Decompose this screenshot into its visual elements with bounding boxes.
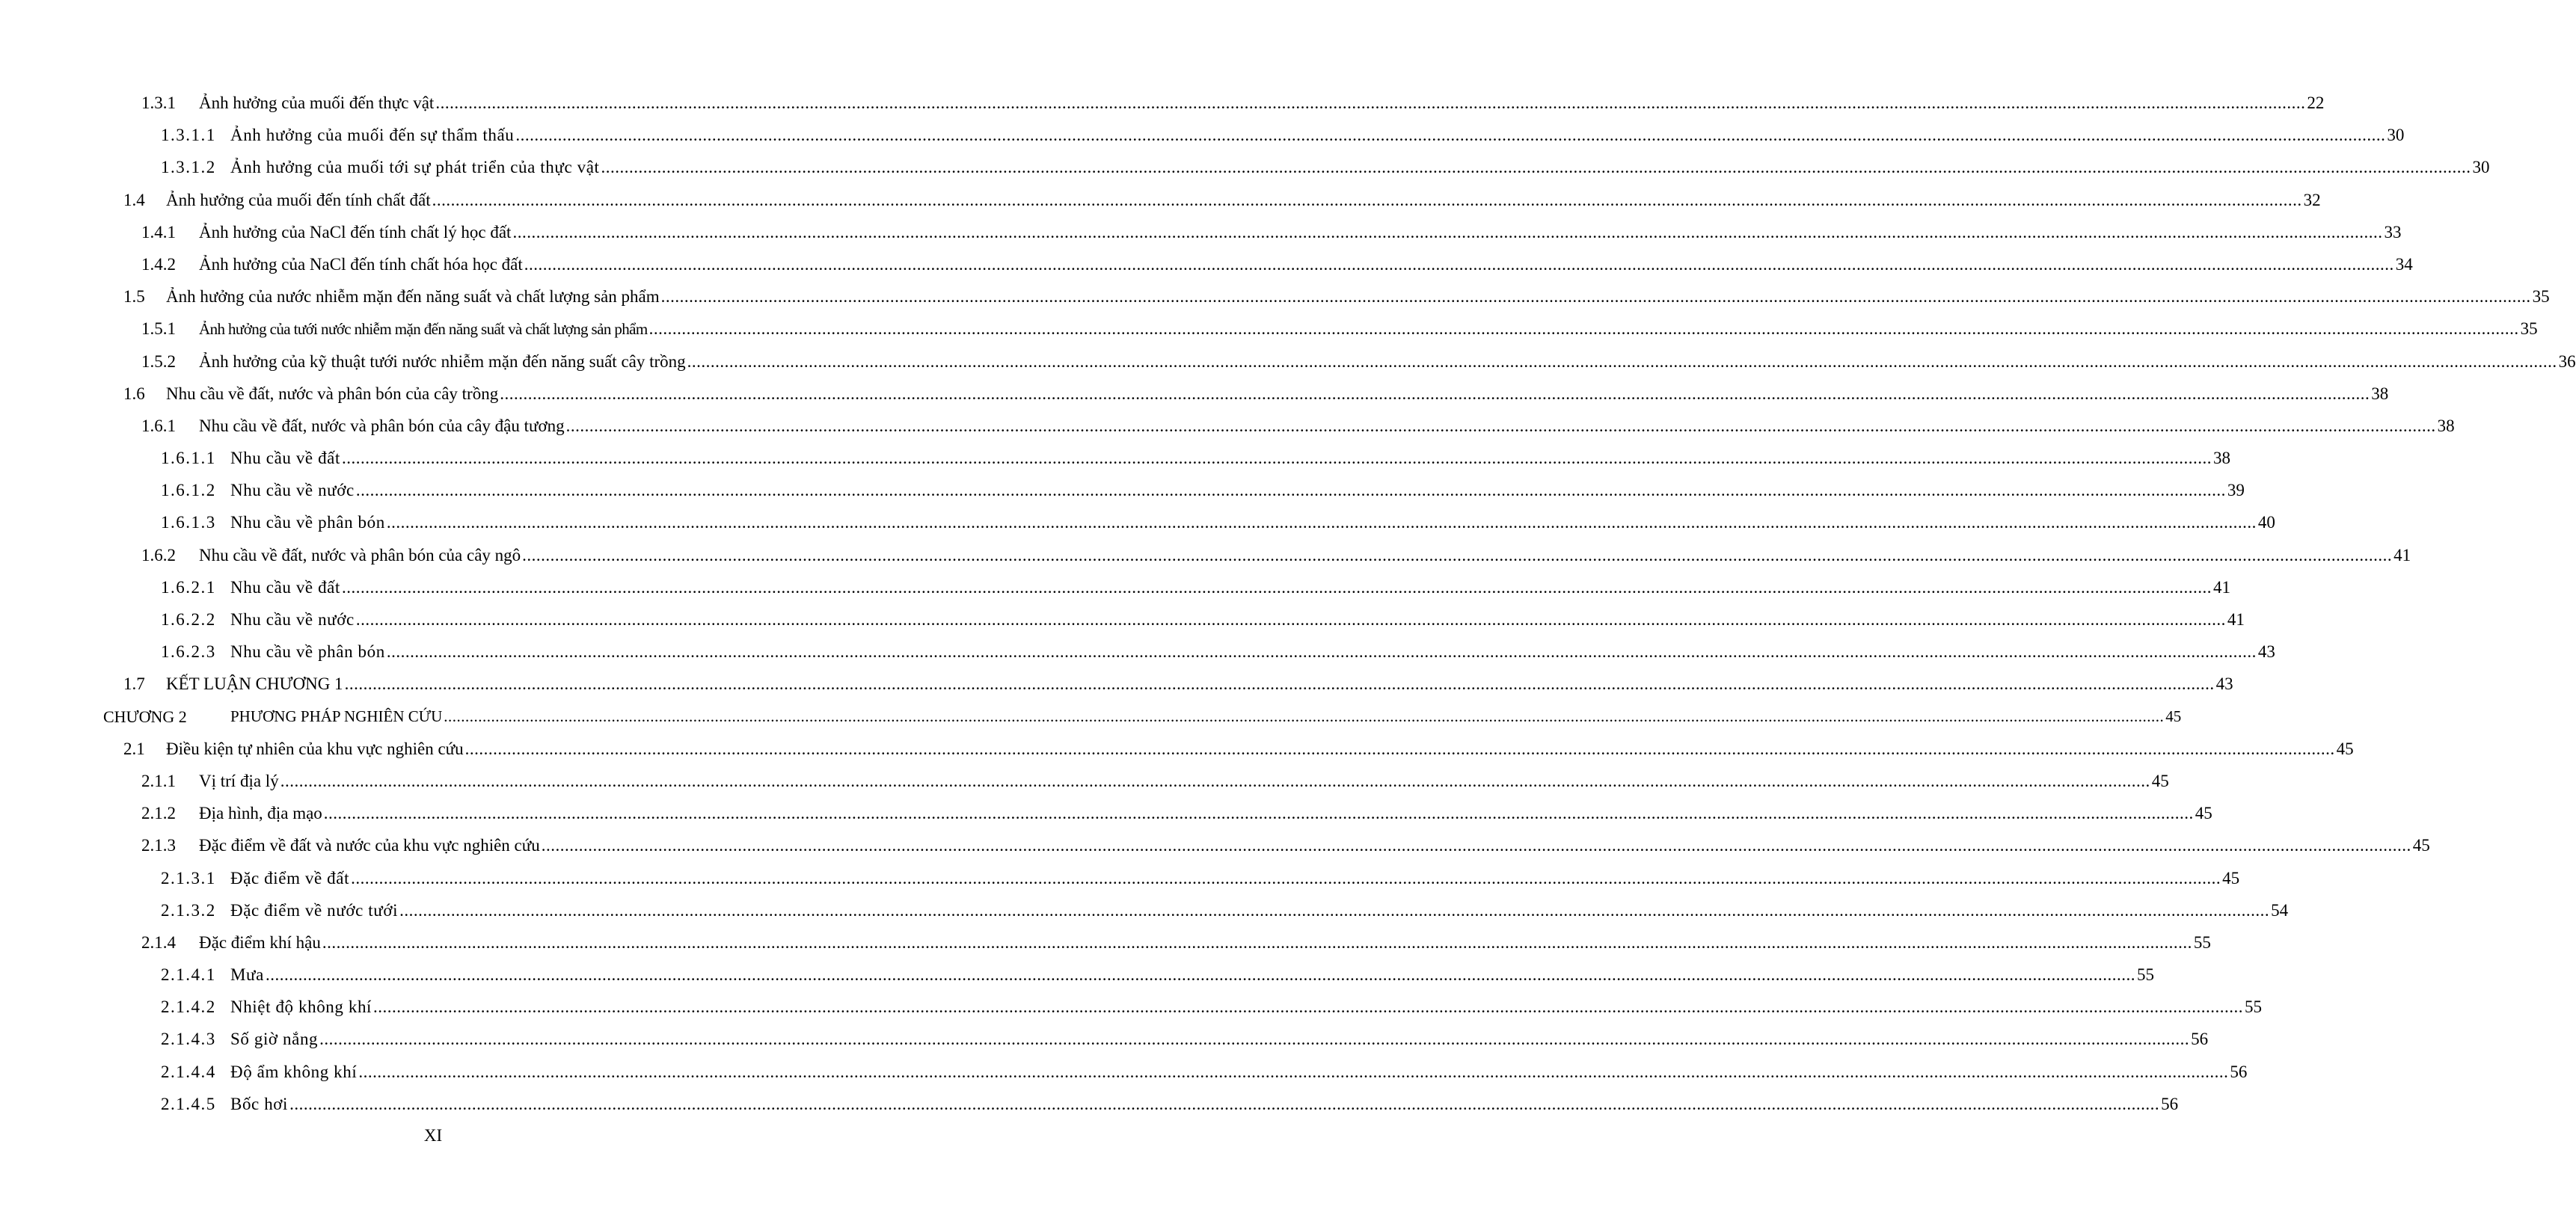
toc-entry-title: Mưa [230,965,264,985]
toc-dot-leader: ................................................................................................................................................................................................................................................................................................................................................................................................................ [358,1062,2229,1081]
toc-entry-page: 38 [2437,416,2455,435]
toc-entry-number: 1.6.1.3 [161,513,216,532]
toc-entry-line [166,733,2354,765]
toc-entry-line [199,410,2455,442]
toc-entry-title: Độ ẩm không khí [230,1062,358,1081]
table-of-contents [0,87,2576,1120]
toc-entry-page: 34 [2395,254,2413,274]
toc-dot-leader: ................................................................................................................................................................................................................................................................................................................................................................................................................ [522,545,2393,565]
toc-entry-number: 2.1.4.4 [161,1062,216,1081]
toc-entry-page: 56 [2161,1094,2179,1113]
toc-entry[interactable] [0,1056,2248,1088]
toc-entry-line [230,119,2405,151]
toc-entry[interactable] [0,151,2490,183]
toc-entry-number: 2.1.3 [141,836,176,855]
toc-entry-page: 55 [2245,997,2263,1017]
toc-entry-page: 22 [2307,93,2325,112]
toc-entry-line [199,926,2211,959]
toc-entry-title: Nhu cầu về đất [230,449,340,468]
toc-entry-line [230,1023,2209,1055]
toc-dot-leader: ................................................................................................................................................................................................................................................................................................................................................................................................................ [444,707,2165,725]
toc-entry-number: 1.4 [123,190,145,209]
toc-entry-number: 2.1.1 [141,771,176,790]
toc-entry-number: 1.6 [123,384,145,403]
toc-entry-number: 1.4.2 [141,254,176,274]
toc-entry-title: Đặc điểm về đất và nước của khu vực nghiên cứu [199,836,540,855]
toc-entry[interactable] [0,991,2263,1023]
toc-entry-page: 54 [2271,900,2289,920]
toc-dot-leader: ................................................................................................................................................................................................................................................................................................................................................................................................................ [524,254,2394,274]
toc-entry[interactable] [0,959,2154,991]
toc-entry-page: 45 [2222,868,2240,888]
toc-entry[interactable] [0,216,2402,248]
toc-dot-leader: ................................................................................................................................................................................................................................................................................................................................................................................................................ [322,932,2192,952]
toc-entry-line [199,216,2402,248]
toc-entry-number: 1.6.1.1 [161,449,216,468]
page-number-footer: XI [423,1126,443,1145]
toc-entry-number: CHƯƠNG 2 [103,707,187,726]
toc-dot-leader: ................................................................................................................................................................................................................................................................................................................................................................................................................ [386,642,2257,662]
toc-entry-line [230,959,2154,991]
toc-entry-page: 30 [2472,158,2490,177]
toc-dot-leader: ................................................................................................................................................................................................................................................................................................................................................................................................................ [319,1030,2190,1049]
toc-entry-number: 1.5.2 [141,351,176,371]
toc-entry[interactable] [0,894,2289,926]
toc-dot-leader: ................................................................................................................................................................................................................................................................................................................................................................................................................ [289,1094,2160,1113]
toc-entry-page: 35 [2520,319,2538,339]
toc-entry[interactable] [0,701,2182,733]
toc-entry-title: Đặc điểm khí hậu [199,932,321,952]
toc-entry-number: 2.1.3.2 [161,900,216,920]
toc-entry-title: Điều kiện tự nhiên của khu vực nghiên cứu [166,739,464,758]
toc-entry-number: 2.1.4.1 [161,965,216,985]
toc-entry-page: 45 [2165,707,2182,725]
toc-entry-page: 41 [2212,577,2230,597]
toc-entry-page: 45 [2412,836,2430,855]
toc-entry-title: Nhiệt độ không khí [230,997,372,1017]
toc-entry-title: KẾT LUẬN CHƯƠNG 1 [166,674,343,694]
toc-entry-line [230,1088,2179,1120]
toc-dot-leader: ................................................................................................................................................................................................................................................................................................................................................................................................................ [435,93,2306,112]
toc-entry-line [166,378,2389,410]
toc-entry-number: 1.7 [123,674,145,694]
toc-entry-number: 1.3.1.2 [161,158,216,177]
toc-entry-page: 45 [2151,771,2169,790]
toc-dot-leader: ................................................................................................................................................................................................................................................................................................................................................................................................................ [344,674,2215,694]
toc-entry-line [230,506,2275,538]
toc-entry[interactable] [0,829,2430,861]
toc-entry-title: Ảnh hưởng của NaCl đến tính chất lý học đất [199,222,512,242]
toc-entry[interactable] [0,603,2245,636]
toc-entry[interactable] [0,571,2230,603]
toc-entry-page: 41 [2227,610,2245,629]
toc-entry-page: 43 [2215,674,2233,694]
toc-entry-line [230,636,2275,668]
toc-entry-title: Nhu cầu về đất [230,577,340,597]
toc-entry-title: Ảnh hưởng của NaCl đến tính chất hóa học đất [199,254,523,274]
toc-entry-line [230,701,2182,733]
toc-entry-number: 1.6.2.2 [161,610,216,629]
toc-entry-number: 2.1.4.5 [161,1094,216,1113]
toc-entry-number: 1.6.2 [141,545,176,565]
toc-entry[interactable] [0,410,2455,442]
toc-entry[interactable] [0,539,2411,571]
toc-entry-number: 1.6.1.2 [161,481,216,500]
toc-entry-title: Ảnh hưởng của tưới nước nhiễm mặn đến năng suất và chất lượng sản phẩm [199,320,648,339]
toc-entry[interactable] [0,733,2354,765]
toc-dot-leader: ................................................................................................................................................................................................................................................................................................................................................................................................................ [355,481,2226,500]
toc-dot-leader: ................................................................................................................................................................................................................................................................................................................................................................................................................ [432,190,2302,209]
toc-dot-leader: ................................................................................................................................................................................................................................................................................................................................................................................................................ [323,804,2194,823]
toc-dot-leader: ................................................................................................................................................................................................................................................................................................................................................................................................................ [660,287,2531,307]
toc-entry-page: 30 [2387,126,2405,145]
toc-entry-line [230,571,2230,603]
toc-entry-title: Địa hình, địa mạo [199,804,322,823]
toc-entry-line [230,151,2490,183]
toc-entry-line [199,829,2430,861]
toc-dot-leader: ................................................................................................................................................................................................................................................................................................................................................................................................................ [515,126,2386,145]
toc-entry-title: Nhu cầu về nước [230,481,355,500]
toc-entry-line [199,313,2538,345]
toc-entry[interactable] [0,119,2405,151]
toc-entry-title: Ảnh hưởng của nước nhiễm mặn đến năng suất và chất lượng sản phẩm [166,287,660,307]
toc-entry-title: Nhu cầu về phân bón [230,513,385,532]
toc-entry-page: 45 [2195,804,2212,823]
toc-entry[interactable] [0,87,2325,119]
toc-entry[interactable] [0,442,2230,474]
toc-entry-title: Nhu cầu về đất, nước và phân bón của cây đậu tương [199,416,565,435]
toc-dot-leader: ................................................................................................................................................................................................................................................................................................................................................................................................................ [265,965,2135,985]
toc-entry-title: Số giờ nắng [230,1030,319,1049]
toc-entry[interactable] [0,636,2275,668]
toc-entry[interactable] [0,1023,2209,1055]
toc-entry-line [230,1056,2248,1088]
toc-dot-leader: ................................................................................................................................................................................................................................................................................................................................................................................................................ [355,610,2226,629]
toc-entry[interactable] [0,184,2321,216]
toc-entry-title: Ảnh hưởng của muối đến tính chất đất [166,190,431,209]
toc-entry-number: 1.5.1 [141,319,176,339]
toc-entry-number: 1.6.2.3 [161,642,216,662]
toc-entry[interactable] [0,862,2240,894]
toc-entry-page: 40 [2257,513,2275,532]
toc-entry[interactable] [0,474,2245,506]
toc-entry-page: 32 [2303,190,2321,209]
toc-entry-page: 33 [2384,222,2402,242]
toc-dot-leader: ................................................................................................................................................................................................................................................................................................................................................................................................................ [341,577,2212,597]
toc-dot-leader: ................................................................................................................................................................................................................................................................................................................................................................................................................ [464,739,2335,758]
toc-dot-leader: ................................................................................................................................................................................................................................................................................................................................................................................................................ [373,997,2244,1017]
toc-entry[interactable] [0,797,2212,829]
toc-entry-page: 41 [2393,545,2411,565]
toc-entry-line [230,991,2263,1023]
toc-dot-leader: ................................................................................................................................................................................................................................................................................................................................................................................................................ [565,416,2436,435]
toc-entry[interactable] [0,668,2233,700]
toc-entry-page: 56 [2191,1030,2209,1049]
toc-entry-title: Ảnh hưởng của kỹ thuật tưới nước nhiễm mặn đến năng suất cây trồng [199,351,686,371]
toc-dot-leader: ................................................................................................................................................................................................................................................................................................................................................................................................................ [601,158,2471,177]
toc-dot-leader: ................................................................................................................................................................................................................................................................................................................................................................................................................ [648,319,2519,339]
toc-entry-line [230,894,2289,926]
toc-entry-line [230,862,2240,894]
toc-entry-title: PHƯƠNG PHÁP NGHIÊN CỨU [230,707,443,725]
toc-entry-title: Ảnh hưởng của muối tới sự phát triển của thực vật [230,158,600,177]
toc-entry-page: 56 [2230,1062,2248,1081]
toc-entry-title: Ảnh hưởng của muối đến thực vật [199,93,435,112]
toc-entry-page: 39 [2227,481,2245,500]
toc-entry-number: 2.1.4.2 [161,997,216,1017]
toc-entry[interactable] [0,506,2275,538]
toc-entry-title: Bốc hơi [230,1094,289,1113]
toc-entry-title: Nhu cầu về phân bón [230,642,385,662]
toc-entry-title: Nhu cầu về đất, nước và phân bón của cây trồng [166,384,499,403]
toc-entry-page: 55 [2136,965,2154,985]
toc-entry-number: 2.1 [123,739,145,758]
toc-entry[interactable] [0,280,2550,313]
toc-entry-line [230,603,2245,636]
toc-entry-line [230,442,2230,474]
toc-entry-number: 1.4.1 [141,222,176,242]
toc-entry-page: 38 [2371,384,2389,403]
toc-entry-page: 55 [2193,932,2211,952]
toc-dot-leader: ................................................................................................................................................................................................................................................................................................................................................................................................................ [280,771,2150,790]
toc-entry[interactable] [0,378,2389,410]
toc-entry[interactable] [0,313,2538,345]
toc-entry-number: 1.3.1.1 [161,126,216,145]
toc-entry-number: 1.5 [123,287,145,307]
toc-dot-leader: ................................................................................................................................................................................................................................................................................................................................................................................................................ [687,351,2557,371]
toc-dot-leader: ................................................................................................................................................................................................................................................................................................................................................................................................................ [399,900,2270,920]
toc-entry-line [230,474,2245,506]
toc-entry-title: Nhu cầu về nước [230,610,355,629]
toc-entry-title: Đặc điểm về đất [230,868,350,888]
toc-dot-leader: ................................................................................................................................................................................................................................................................................................................................................................................................................ [351,868,2221,888]
toc-entry-page: 38 [2212,449,2230,468]
toc-entry-line [199,797,2212,829]
toc-entry-line [199,87,2325,119]
toc-entry-line [199,765,2169,797]
toc-entry-number: 1.3.1 [141,93,176,112]
toc-entry-title: Nhu cầu về đất, nước và phân bón của cây ngô [199,545,521,565]
toc-entry-line [199,248,2413,280]
toc-entry-line [199,345,2576,378]
toc-entry-number: 2.1.4 [141,932,176,952]
toc-dot-leader: ................................................................................................................................................................................................................................................................................................................................................................................................................ [541,836,2411,855]
toc-entry-line [199,539,2411,571]
toc-entry-page: 35 [2532,287,2550,307]
toc-entry-line [166,668,2233,700]
toc-entry-number: 1.6.1 [141,416,176,435]
toc-dot-leader: ................................................................................................................................................................................................................................................................................................................................................................................................................ [341,449,2212,468]
toc-entry-line [166,184,2321,216]
toc-entry-number: 2.1.3.1 [161,868,216,888]
toc-entry-number: 2.1.2 [141,804,176,823]
toc-entry[interactable] [0,765,2169,797]
toc-entry-page: 36 [2558,351,2576,371]
toc-entry[interactable] [0,248,2413,280]
toc-entry-page: 45 [2336,739,2354,758]
toc-dot-leader: ................................................................................................................................................................................................................................................................................................................................................................................................................ [512,222,2383,242]
toc-entry-title: Vị trí địa lý [199,771,279,790]
toc-entry-number: 2.1.4.3 [161,1030,216,1049]
toc-entry-page: 43 [2257,642,2275,662]
toc-entry-title: Ảnh hưởng của muối đến sự thẩm thấu [230,126,515,145]
toc-entry[interactable] [0,345,2576,378]
toc-dot-leader: ................................................................................................................................................................................................................................................................................................................................................................................................................ [386,513,2257,532]
toc-entry-line [166,280,2550,313]
toc-dot-leader: ................................................................................................................................................................................................................................................................................................................................................................................................................ [500,384,2370,403]
toc-entry[interactable] [0,1088,2179,1120]
toc-entry[interactable] [0,926,2211,959]
toc-entry-title: Đặc điểm về nước tưới [230,900,399,920]
toc-entry-number: 1.6.2.1 [161,577,216,597]
